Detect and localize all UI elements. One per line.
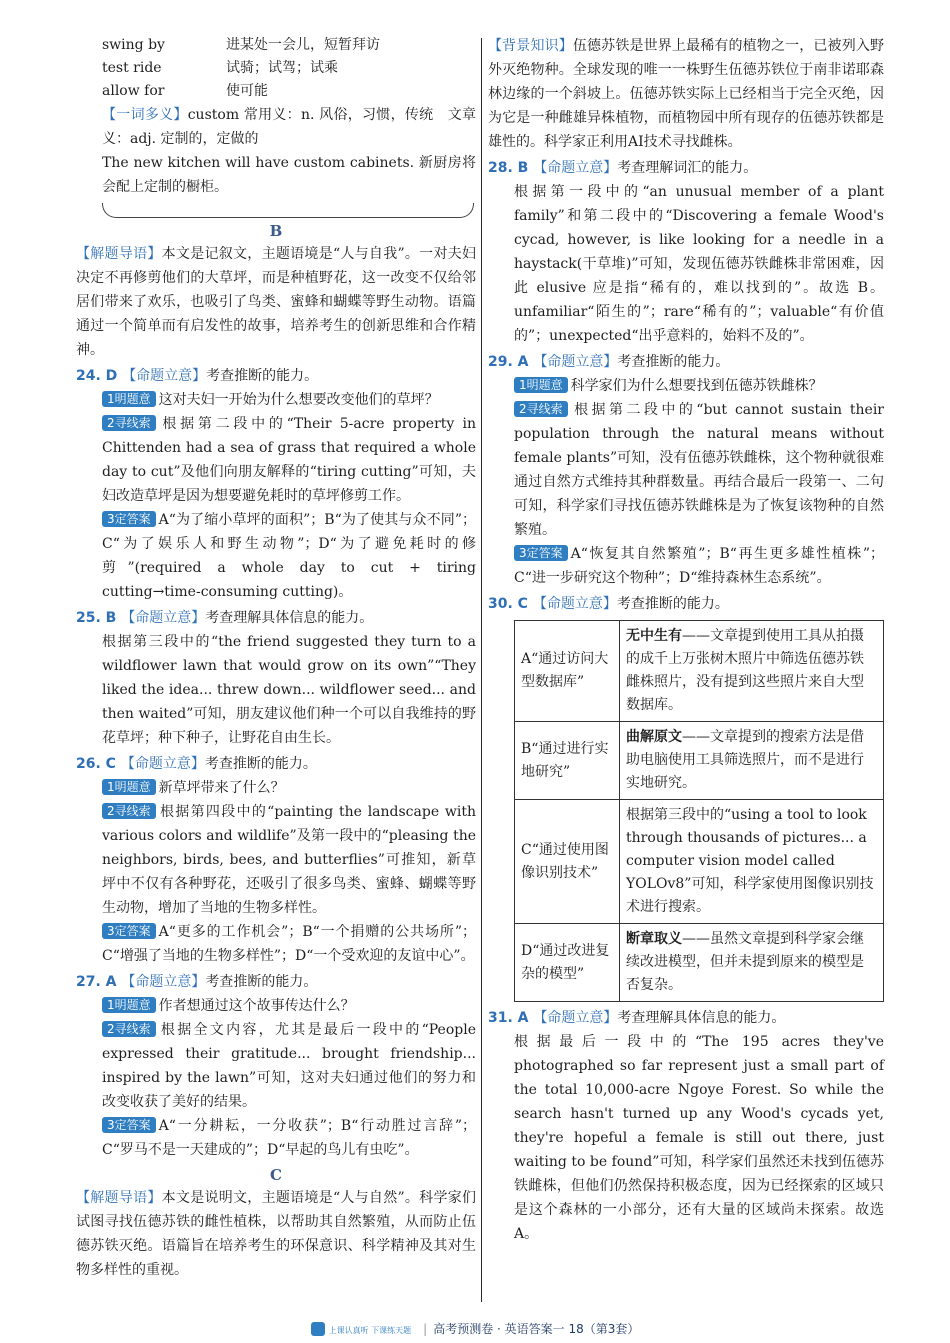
step-badge: 3定答案 — [102, 511, 156, 527]
vocab-box-border — [102, 203, 474, 218]
analysis-cell: 根据第三段中的“using a tool to look through thousands of pictures... a computer vision model called YOLOv8”可知，科学家使用图像识别技术进行搜索。 — [620, 800, 884, 924]
column-divider — [481, 38, 482, 1302]
option-cell: A“通过访问大型数据库” — [515, 621, 620, 722]
q27-step2: 2寻线索 根据全文内容，尤其是最后一段中的“People expressed their gratitude... brought friendship... inspired by the lawn”可知，这对夫妇通过他们的努力和改变收获了美好的结果。 — [102, 1022, 476, 1110]
q30-options-table — [514, 620, 884, 1002]
q24-head: 24. D 【命题立意】考查推断的能力。 — [76, 368, 319, 384]
q26-step3: 3定答案 A“更多的工作机会”；B“一个捐赠的公共场所”；C“增强了当地的生物多样性”；D“一个受欢迎的友谊中心”。 — [102, 924, 476, 964]
q24-step3: 3定答案 A“为了缩小草坪的面积”；B“为了使其与众不同”；C“为了娱乐人和野生动物”；D“为了避免耗时的修剪”(required a whole day to cut + tiring cutting→time-consuming cutting)。 — [102, 512, 476, 600]
q29-head: 29. A 【命题立意】考查推断的能力。 — [488, 354, 730, 370]
q24-step2: 2寻线索 根据第二段中的“Their 5-acre property in Chittenden had a sea of grass that required a whole day to cut”及他们向朋友解释的“tiring cutting”可知，夫妇改造草坪是因为想要避免耗时的草坪修剪工作。 — [102, 416, 476, 504]
brand-logo-icon — [311, 1322, 325, 1336]
step-badge: 1明题意 — [102, 997, 156, 1013]
vocab-cn: 试骑；试驾；试乘 — [226, 60, 338, 76]
table-row — [515, 722, 884, 800]
q28-text: 根据第一段中的“an unusual member of a plant family”和第二段中的“Discovering a female Wood's cycad, however, is like looking for a needle in a haystack(干草堆)”可知，发现伍德苏铁雌株非常困难，因此 elusive 应是指“稀有的，难以找到的”。故选 B。unfamiliar“陌生的”；rare“稀有的”；valuable“有价值的”；unexpected“出乎意料的，始料不及的”。 — [514, 184, 884, 344]
q26-head: 26. C 【命题立意】考查推断的能力。 — [76, 756, 317, 772]
vocab-row — [102, 34, 476, 57]
step-badge: 3定答案 — [102, 1117, 156, 1133]
q29-step1: 1明题意 科学家们为什么想要找到伍德苏铁雌株？ — [514, 374, 884, 398]
q25-text: 根据第三段中的“the friend suggested they turn to a wildflower lawn that would grow on its own”“They liked the idea... threw down... wildflower seed... and then waited”可知，朋友建议他们种一个可以自我维持的野花草坪；种下种子，让野花自由生长。 — [102, 634, 476, 746]
q26-step1: 1明题意 新草坪带来了什么？ — [102, 776, 476, 800]
table-row — [515, 924, 884, 1002]
section-c-guide-start: 【解题导语】本文是说明文，主题语境是“人与自然”。科学家们试图寻找伍德苏铁的雌性植株，以帮助其自然繁殖，从而防止伍德苏铁灭绝。语篇旨在培养考生的环保意识、科学精神及其对生物多样性的重视。 — [76, 1190, 476, 1278]
left-column — [76, 34, 476, 1282]
q28-head: 28. B 【命题立意】考查理解词汇的能力。 — [488, 160, 758, 176]
vocab-box — [76, 34, 476, 199]
table-row — [515, 621, 884, 722]
multimeaning-example: The new kitchen will have custom cabinets. 新厨房将会配上定制的橱柜。 — [102, 155, 476, 195]
table-row — [515, 800, 884, 924]
vocab-cn: 进某处一会儿，短暂拜访 — [226, 37, 380, 53]
vocab-en: test ride — [102, 60, 162, 76]
q31-head: 31. A 【命题立意】考查理解具体信息的能力。 — [488, 1010, 786, 1026]
q29-step3: 3定答案 A“恢复其自然繁殖”；B“再生更多雄性植株”；C“进一步研究这个物种”；D“维持森林生态系统”。 — [514, 546, 884, 586]
analysis-cell: 断章取义——虽然文章提到科学家会继续改进模型，但并未提到原来的模型是否复杂。 — [620, 924, 884, 1002]
footer-title: 高考预测卷 · 英语答案一 18（第3套） — [433, 1322, 640, 1336]
step-badge: 1明题意 — [514, 377, 568, 393]
q24-step1: 1明题意 这对夫妇一开始为什么想要改变他们的草坪？ — [102, 388, 476, 412]
step-badge: 3定答案 — [102, 923, 156, 939]
analysis-cell: 曲解原文——文章提到的搜索方法是借助电脑使用工具筛选照片，而不是进行实地研究。 — [620, 722, 884, 800]
page-footer: 上课认真听 下课练天题 | 高考预测卷 · 英语答案一 18（第3套） — [0, 1320, 950, 1337]
multimeaning-tag: 【一词多义】 — [102, 107, 188, 123]
step-badge: 2寻线索 — [514, 401, 568, 417]
right-column — [488, 34, 884, 1246]
step-badge: 2寻线索 — [102, 415, 156, 431]
q25-head: 25. B 【命题立意】考查理解具体信息的能力。 — [76, 610, 374, 626]
section-c-title: C — [270, 1166, 282, 1184]
section-b-title: B — [269, 222, 283, 240]
option-cell: C“通过使用图像识别技术” — [515, 800, 620, 924]
multimeaning-text: 【一词多义】custom 常用义：n. 风俗，习惯，传统 文章义：adj. 定制的，定做的 — [102, 107, 477, 147]
option-cell: D“通过改进复杂的模型” — [515, 924, 620, 1002]
q27-head: 27. A 【命题立意】考查推断的能力。 — [76, 974, 318, 990]
q27-step3: 3定答案 A“一分耕耘，一分收获”；B“行动胜过言辞”；C“罗马不是一天建成的”；D“早起的鸟儿有虫吃”。 — [102, 1118, 476, 1158]
vocab-en: allow for — [102, 83, 165, 99]
option-cell: B“通过进行实地研究” — [515, 722, 620, 800]
q29-step2: 2寻线索 根据第二段中的“but cannot sustain their population through the natural means without female plants”可知，没有伍德苏铁雌株，这个物种就很难通过自然方式维持其种群数量。再结合最后一段第一、二句可知，科学家们寻找伍德苏铁雌株是为了恢复该物种的自然繁殖。 — [514, 402, 884, 538]
vocab-row — [102, 80, 476, 103]
vocab-row — [102, 57, 476, 80]
section-b-guide: 【解题导语】本文是记叙文，主题语境是“人与自我”。一对夫妇决定不再修剪他们的大草坪，而是种植野花，这一改变不仅给邻居们带来了欢乐，也吸引了鸟类、蜜蜂和蝴蝶等野生动物。语篇通过一个简单而有启发性的故事，培养考生的创新思维和合作精神。 — [76, 246, 476, 358]
section-c-background: 【背景知识】伍德苏铁是世界上最稀有的植物之一，已被列入野外灭绝物种。全球发现的唯一一株野生伍德苏铁位于南非诺耶森林边缘的一个斜坡上。伍德苏铁实际上已经相当于完全灭绝，因为它是一种雌雄异株植物，而植物园中所有现存的伍德苏铁都是雄性的。科学家正利用AI技术寻找雌株。 — [488, 38, 885, 150]
analysis-cell: 无中生有——文章提到使用工具从拍摄的成千上万张树木照片中筛选伍德苏铁雌株照片，没有提到这些照片来自大型数据库。 — [620, 621, 884, 722]
step-badge: 1明题意 — [102, 779, 156, 795]
q30-head: 30. C 【命题立意】考查推断的能力。 — [488, 596, 729, 612]
q31-text: 根据最后一段中的“The 195 acres they've photographed so far represent just a small part of the total 10,000-acre Ngoye Forest. So while the search hasn't turned up any Wood's cycads yet, they're hopeful a female is still out there, just waiting to be found”可知，科学家们虽然还未找到伍德苏铁雌株，但他们仍然保持积极态度，因为已经探索的区域只是这个森林的一小部分，还有大量的区域尚未探索。故选 A。 — [514, 1034, 884, 1242]
step-badge: 1明题意 — [102, 391, 156, 407]
step-badge: 2寻线索 — [102, 1021, 156, 1037]
step-badge: 3定答案 — [514, 545, 568, 561]
step-badge: 2寻线索 — [102, 803, 156, 819]
vocab-cn: 使可能 — [226, 83, 268, 99]
q26-step2: 2寻线索 根据第四段中的“painting the landscape with various colors and wildlife”及第一段中的“pleasing the neighbors, birds, bees, and butterflies”可推知，新草坪中不仅有各种野花，还吸引了很多鸟类、蜜蜂、蝴蝶等野生动物，增加了当地的生物多样性。 — [102, 804, 476, 916]
q27-step1: 1明题意 作者想通过这个故事传达什么？ — [102, 994, 476, 1018]
vocab-en: swing by — [102, 37, 165, 53]
brand-slogan: 上课认真听 下课练天题 — [328, 1326, 412, 1335]
